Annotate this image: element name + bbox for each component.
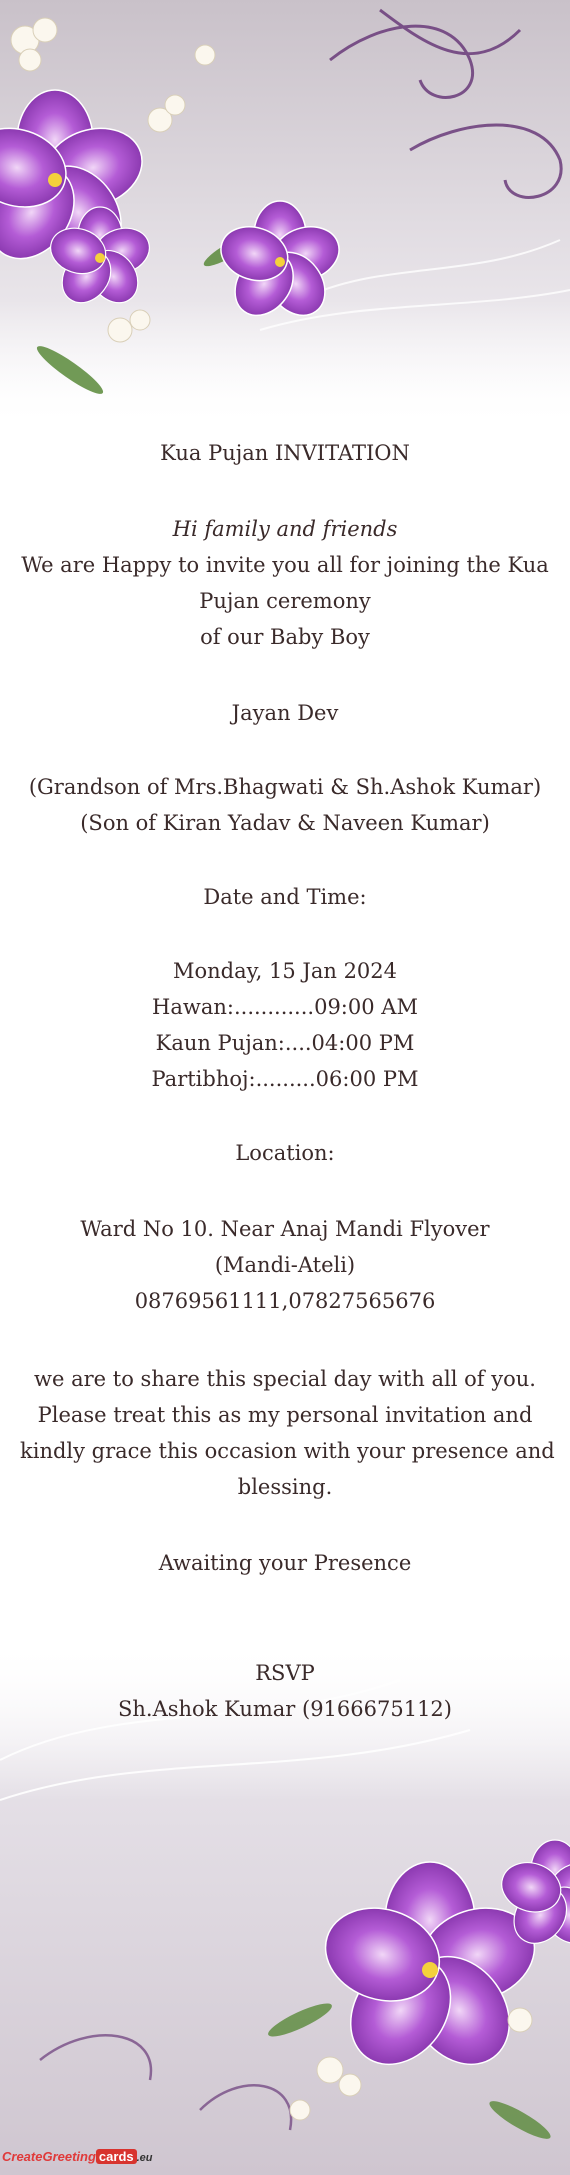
intro-line-1: We are Happy to invite you all for joining the Kua: [21, 553, 549, 577]
invitation-title: Kua Pujan INVITATION: [160, 441, 410, 465]
location-heading: Location:: [235, 1141, 335, 1165]
logo-badge: cards: [96, 2149, 137, 2164]
son-of: (Son of Kiran Yadav & Naveen Kumar): [80, 811, 490, 835]
address-line-2: (Mandi-Ateli): [214, 1253, 356, 1277]
address-line-1: Ward No 10. Near Anaj Mandi Flyover: [80, 1217, 490, 1241]
message-line-4: blessing.: [237, 1475, 333, 1499]
awaiting-text: Awaiting your Presence: [158, 1551, 412, 1575]
message-line-2: Please treat this as my personal invitation and: [37, 1403, 533, 1427]
intro-line-2: Pujan ceremony: [199, 589, 371, 613]
createGreetingcards-logo[interactable]: [2, 2149, 153, 2171]
intro-line-3: of our Baby Boy: [200, 625, 370, 649]
date-time-heading: Date and Time:: [203, 885, 367, 909]
baby-name: Jayan Dev: [231, 701, 339, 725]
rsvp-contact: Sh.Ashok Kumar (9166675112): [118, 1697, 452, 1721]
phone-numbers: 08769561111,07827565676: [134, 1289, 436, 1313]
message-line-3: kindly grace this occasion with your presence and: [20, 1439, 555, 1463]
grandson-of: (Grandson of Mrs.Bhagwati & Sh.Ashok Kumar): [28, 775, 542, 799]
greeting: Hi family and friends: [172, 517, 398, 541]
message-line-1: we are to share this special day with all of you.: [34, 1367, 536, 1391]
logo-text: CreateGreeting: [2, 2149, 96, 2164]
hawan-time: Hawan:............09:00 AM: [152, 995, 418, 1019]
logo-tld: .eu: [136, 2152, 153, 2164]
partibhoj-time: Partibhoj:.........06:00 PM: [151, 1067, 419, 1091]
rsvp-heading: RSVP: [255, 1661, 315, 1685]
event-date: Monday, 15 Jan 2024: [172, 959, 398, 983]
floral-header-decoration: [0, 0, 570, 430]
kaun-pujan-time: Kaun Pujan:....04:00 PM: [155, 1031, 415, 1055]
